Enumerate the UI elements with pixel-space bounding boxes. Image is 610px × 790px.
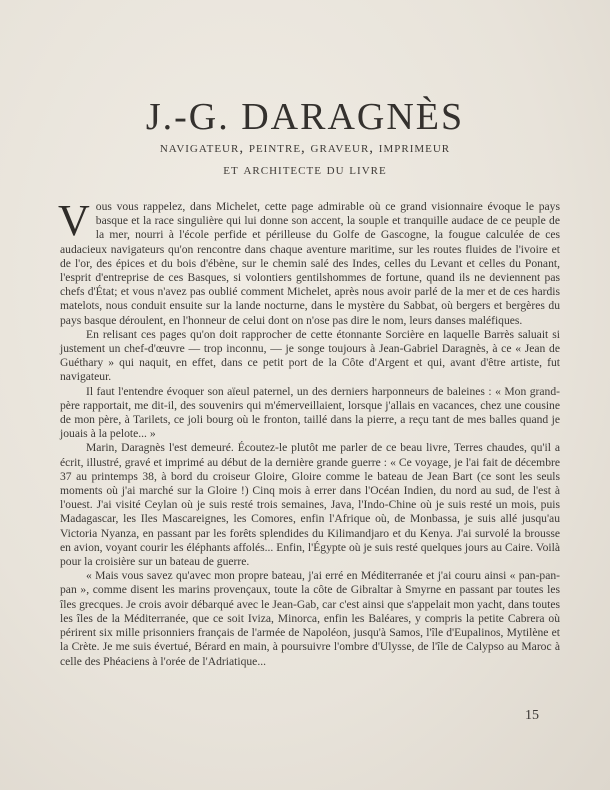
subtitle-line-1: navigateur, peintre, graveur, imprimeur bbox=[159, 140, 451, 156]
paragraph-1-text: ous vous rappelez, dans Michelet, cette page admirable où ce grand visionnaire évoque le pays basque et la race singulière qui lui donne son accent, la souple et tranquille audace de ce peuple de la mer, nourri à l'école perfide et périlleuse du Golfe de Gascogne, la fougue calculée de ces audacieux navigateurs qu'on rencontre dans chaque aventure maritime, sur les routes fluides de l'ivoire et de l'or, des épices et du bois d'ébène, sur le chemin salé des Indes, celles du Levant et celles du Ponant, l'esprit d'entreprise de ces Basques, si volontiers gentilshommes de fortune, quand ils ne deviennent pas chefs d'État; et vous n'avez pas oublié comment Michelet, après nous avoir parlé de la mer et de ces hardis matelots, nous conduit ensuite sur la lande nocturne, dans le mystère du Sabbat, où bergers et bergères du pays basque déroulent, en l'honneur de celui dont on n'ose pas dire le nom, leurs danses maléfiques. bbox=[60, 200, 560, 327]
paragraph-4: Marin, Daragnès l'est demeuré. Écoutez-le plutôt me parler de ce beau livre, Terres chaudes, qu'il a écrit, illustré, gravé et imprimé au début de la dernière grande guerre : « Ce voyage, je l'ai fait de décembre 37 au printemps 38, à bord du croiseur Gloire, Gloire comme le bateau de Jean Bart (ce sont les seuls moments où j'ai marché sur la Gloire !) Cinq mois à errer dans l'Océan Indien, du nord au sud, de l'est à l'ouest. J'ai visité Ceylan où je suis resté trois semaines, Java, l'Indo-Chine où je suis resté un mois, puis Madagascar, les Iles Mascareignes, les Comores, enfin l'Afrique où, de Monbassa, je suis allé jusqu'au Victoria Nyanza, en passant par les forêts splendides du Kilimandjaro et du Kenya. J'ai survolé la brousse en avion, voyant courir les éléphants affolés... Enfin, l'Égypte où je suis resté quelques jours au Caire. Voilà pour la croisière sur un bateau de guerre. bbox=[60, 441, 560, 569]
article-body bbox=[58, 196, 560, 669]
page-title: J.-G. DARAGNÈS bbox=[145, 96, 465, 138]
subtitle-line-2: et architecte du livre bbox=[223, 162, 387, 178]
drop-cap: V bbox=[58, 196, 90, 245]
paragraph-2: En relisant ces pages qu'on doit rapprocher de cette étonnante Sorcière en laquelle Barrès saluait si justement un chef-d'œuvre — trop inconnu, — je songe toujours à Jean-Gabriel Daragnès, à ce « Jean de Guéthary » qui naquit, en effet, dans ce petit port de la Côte d'Argent et qui, avant d'être artiste, fut navigateur. bbox=[60, 327, 560, 384]
page-number: 15 bbox=[525, 708, 539, 723]
paragraph-3: Il faut l'entendre évoquer son aïeul paternel, un des derniers harponneurs de baleines : « Mon grand-père rapportait, me dit-il, des souvenirs qui m'émerveillaient, lorsque j'allais en vacances, chez une cousine de mon père, à Tarilets, ce joli bourg où le fronton, taillé dans la pierre, a reçu tant de mes balles quand je jouais à la pelote... » bbox=[60, 384, 560, 441]
paragraph-1 bbox=[58, 196, 560, 328]
paragraph-5: « Mais vous savez qu'avec mon propre bateau, j'ai erré en Méditerranée et j'ai couru ainsi « pan-pan-pan », comme disent les marins provençaux, toute la côte de Gibraltar à Smyrne en passant par toutes les îles grecques. Je crois avoir débarqué avec le Jean-Gab, car c'est ainsi que s'appelait mon yacht, dans toutes les îles de la Méditerranée, que ce soit Iviza, Minorca, enfin les Baléares, y compris la petite Cabrera où périrent six mille prisonniers français de l'armée de Napoléon, jusqu'à Samos, l'île d'Eupalinos, Mytilène et la Crète. Je me suis évertué, Bérard en main, à poursuivre l'ombre d'Ulysse, de l'île de Calypso au Maroc à celle des Phéaciens à l'orée de l'Adriatique... bbox=[60, 569, 560, 668]
